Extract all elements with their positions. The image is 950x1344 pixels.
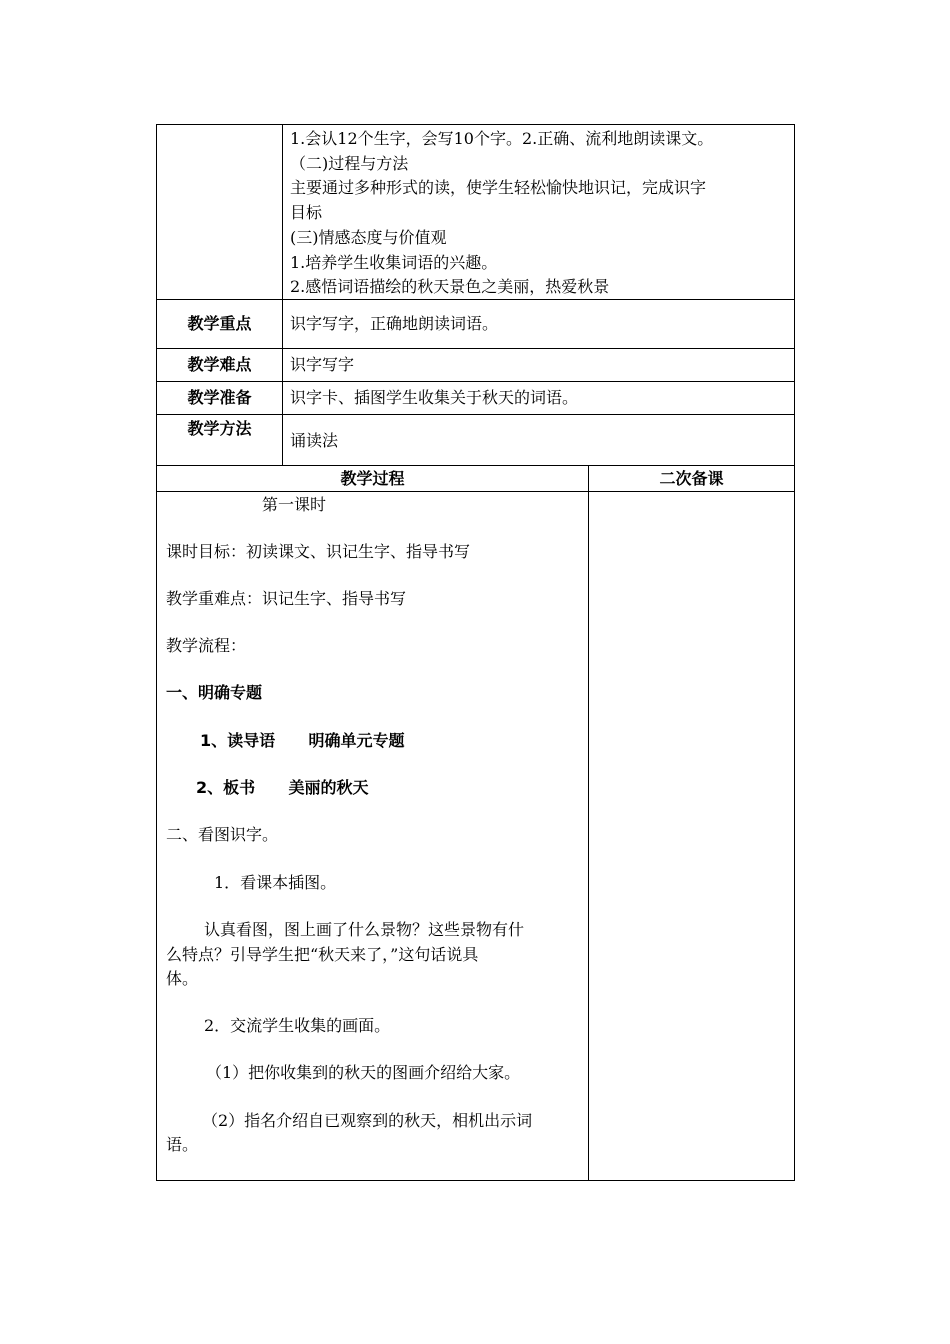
row-label-method: 教学方法: [187, 419, 252, 438]
lesson-flow-label: 教学流程：: [166, 636, 247, 655]
row-label-key-points: 教学重点: [187, 314, 252, 333]
row-value-preparation: 识字卡、插图学生收集关于秋天的词语。: [290, 388, 579, 407]
section-2-item-2-line-2: 语。: [166, 1135, 199, 1154]
lesson-goal: 课时目标：初读课文、识记生字、指导书写: [166, 542, 471, 561]
table-left-border: [156, 124, 157, 1181]
section-2-heading: 二、看图识字。: [166, 825, 279, 844]
section-1-step-2: 2、板书 美丽的秋天: [196, 778, 369, 797]
row-divider-3: [156, 381, 795, 382]
row-label-difficulties: 教学难点: [187, 355, 252, 374]
section-1-step-1: 1、读导语 明确单元专题: [200, 731, 405, 750]
lesson-key-points: 教学重难点：识记生字、指导书写: [166, 589, 407, 608]
objective-line-1: 1.会认12个生字，会写10个字。2.正确、流利地朗读课文。: [290, 129, 714, 148]
table-bottom-border: [156, 1180, 795, 1181]
section-2-sub-2: 2．交流学生收集的画面。: [204, 1016, 391, 1035]
objective-line-5: (三)情感态度与价值观: [290, 228, 447, 247]
row-label-preparation: 教学准备: [187, 388, 252, 407]
row-value-difficulties: 识字写字: [290, 355, 355, 374]
section-1-heading: 一、明确专题: [166, 683, 263, 702]
process-header-right: 二次备课: [659, 469, 724, 488]
section-2-item-1: （1）把你收集到的秋天的图画介绍给大家。: [206, 1063, 521, 1082]
process-column-divider: [588, 465, 589, 1181]
objective-line-7: 2.感悟词语描绘的秋天景色之美丽，热爱秋景: [290, 277, 610, 296]
paragraph-1-line-1: 认真看图，图上画了什么景物？这些景物有什: [204, 920, 525, 939]
objective-line-4: 目标: [290, 203, 323, 222]
objective-line-3: 主要通过多种形式的读，使学生轻松愉快地识记，完成识字: [290, 178, 707, 197]
row-divider-2: [156, 348, 795, 349]
row-divider-4: [156, 414, 795, 415]
table-top-border: [156, 124, 795, 125]
row-divider-5: [156, 465, 795, 466]
label-column-divider: [282, 124, 283, 466]
row-divider-1: [156, 299, 795, 300]
row-value-key-points: 识字写字，正确地朗读词语。: [290, 314, 499, 333]
table-right-border: [794, 124, 795, 1181]
objective-line-6: 1.培养学生收集词语的兴趣。: [290, 253, 498, 272]
row-divider-6: [156, 491, 795, 492]
objective-line-2: （二)过程与方法: [290, 154, 409, 173]
paragraph-1-line-2: 么特点？引导学生把“秋天来了，”这句话说具: [166, 945, 479, 964]
section-2-item-2-line-1: （2）指名介绍自已观察到的秋天，相机出示词: [202, 1111, 533, 1130]
row-value-method: 诵读法: [290, 431, 339, 450]
section-2-sub-1: 1．看课本插图。: [214, 873, 337, 892]
lesson-title: 第一课时: [262, 495, 327, 514]
process-header-left: 教学过程: [340, 469, 405, 488]
paragraph-1-line-3: 体。: [166, 969, 199, 988]
